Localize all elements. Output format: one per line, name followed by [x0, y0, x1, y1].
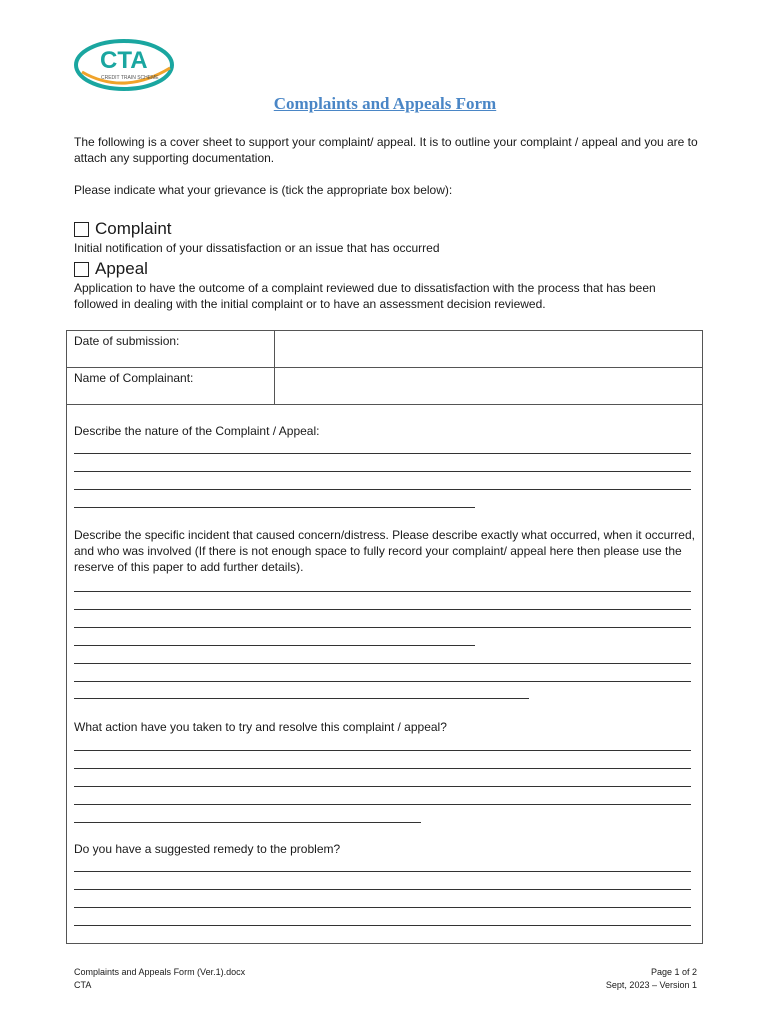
remedy-question: Do you have a suggested remedy to the problem?	[74, 842, 341, 856]
footer-left	[74, 966, 245, 992]
footer-version: Sept, 2023 – Version 1	[605, 980, 697, 990]
remedy-answer-line[interactable]	[74, 925, 691, 926]
complaint-option[interactable]	[74, 219, 172, 239]
footer-doc-name: Complaints and Appeals Form (Ver.1).docx	[74, 967, 246, 977]
nature-answer-line[interactable]	[74, 453, 691, 454]
remedy-answer-line[interactable]	[74, 907, 691, 908]
incident-answer-line[interactable]	[74, 645, 475, 646]
cta-logo	[74, 38, 176, 92]
nature-question: Describe the nature of the Complaint / Appeal:	[74, 424, 320, 438]
action-answer-line[interactable]	[74, 822, 421, 823]
footer-org: CTA	[74, 980, 92, 990]
complainant-name-field[interactable]	[276, 369, 702, 404]
logo-text: CTA	[100, 47, 148, 74]
appeal-option[interactable]	[74, 259, 148, 279]
complaint-checkbox[interactable]	[74, 222, 89, 237]
incident-answer-line[interactable]	[74, 609, 691, 610]
date-field[interactable]	[276, 332, 702, 367]
appeal-checkbox[interactable]	[74, 262, 89, 277]
footer-right	[606, 966, 697, 992]
incident-answer-line[interactable]	[74, 591, 691, 592]
row-divider	[274, 331, 275, 367]
instruction-paragraph: Please indicate what your grievance is (tick the appropriate box below):	[74, 183, 453, 197]
incident-answer-line[interactable]	[74, 663, 691, 664]
remedy-answer-line[interactable]	[74, 871, 691, 872]
name-label: Name of Complainant:	[74, 371, 194, 385]
nature-answer-line[interactable]	[74, 507, 475, 508]
footer-page-number: Page 1 of 2	[650, 967, 697, 977]
appeal-description: Application to have the outcome of a complaint reviewed due to dissatisfaction with the process that has been followed in dealing with the initial complaint or to have an assessment decision reviewed.	[74, 281, 656, 311]
complaint-label: Complaint	[95, 219, 172, 238]
action-answer-line[interactable]	[74, 786, 691, 787]
incident-answer-line[interactable]	[74, 681, 691, 682]
action-answer-line[interactable]	[74, 804, 691, 805]
page-title-text: Complaints and Appeals Form	[273, 94, 497, 113]
action-answer-line[interactable]	[74, 750, 691, 751]
logo-graphic	[74, 38, 176, 92]
incident-answer-line[interactable]	[74, 698, 529, 699]
complaint-description: Initial notification of your dissatisfaction or an issue that has occurred	[74, 241, 440, 255]
action-answer-line[interactable]	[74, 768, 691, 769]
row-divider	[274, 368, 275, 404]
nature-answer-line[interactable]	[74, 489, 691, 490]
date-label: Date of submission:	[74, 334, 180, 348]
incident-question: Describe the specific incident that caused concern/distress. Please describe exactly what occurred, when it occurred, and who was involved (If there is not enough space to fully record your complaint/ appeal here then please use the reserve of this paper to add further details).	[74, 528, 695, 574]
incident-answer-line[interactable]	[74, 627, 691, 628]
page-title	[0, 94, 770, 114]
nature-answer-line[interactable]	[74, 471, 691, 472]
complaint-form-table	[66, 330, 703, 944]
intro-paragraph: The following is a cover sheet to support your complaint/ appeal. It is to outline your complaint / appeal and you are to attach any supporting documentation.	[74, 135, 698, 165]
appeal-label: Appeal	[95, 259, 148, 278]
action-question: What action have you taken to try and resolve this complaint / appeal?	[74, 720, 447, 734]
remedy-answer-line[interactable]	[74, 889, 691, 890]
logo-subtext: CREDIT TRAIN SCHEME	[101, 75, 159, 81]
